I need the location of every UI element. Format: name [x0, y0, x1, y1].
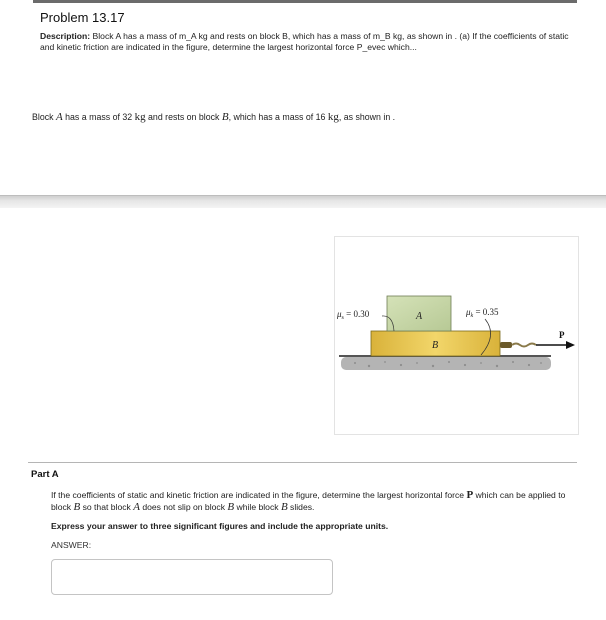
question-block-b: B [227, 501, 235, 513]
problem-description [40, 31, 570, 53]
label-block-a: A [415, 311, 423, 322]
description-text: Block A has a mass of m_A kg and rests on block B, which has a mass of m_B kg, as shown in . (a) If the coefficients of static and kinetic friction are indicated in the figure, determine the largest horizontal force P_evec which... [40, 31, 569, 52]
part-a-heading: Part A [31, 469, 59, 480]
problem-figure [334, 236, 579, 435]
question-block-b: B [280, 501, 288, 513]
label-block-b: B [431, 340, 439, 351]
intro-text: and rests on block [145, 112, 222, 122]
answer-instruction: Express your answer to three significant figures and include the appropriate units. [51, 521, 389, 531]
section-divider [0, 195, 606, 208]
top-border [33, 0, 577, 3]
blocks-diagram [335, 237, 578, 434]
question-block-a: A [133, 501, 140, 513]
ground-gravel [341, 357, 551, 370]
question-text: while block [234, 502, 281, 512]
rope-attachment [500, 342, 512, 348]
intro-block-a: A [55, 111, 63, 123]
force-arrow-head [566, 341, 575, 349]
label-force-p: P [559, 330, 565, 340]
question-text: does not slip on block [139, 502, 228, 512]
problem-intro [32, 111, 395, 123]
question-block-b: B [73, 501, 81, 513]
mu-k-label: $\mu_k = 0.35$ [466, 307, 499, 319]
mu-s-label: $\mu_s = 0.30$ [337, 309, 370, 321]
intro-unit: kg [327, 111, 339, 123]
answer-input[interactable] [51, 559, 333, 595]
intro-text: has a mass of 32 [62, 112, 135, 122]
question-text: slides. [287, 502, 315, 512]
question-text: which can be applied to block [51, 490, 566, 512]
part-a-separator [28, 462, 577, 463]
intro-text: , as shown in . [338, 112, 396, 122]
answer-label: ANSWER: [51, 540, 92, 550]
question-text: so that block [80, 502, 134, 512]
question-text: If the coefficients of static and kinetic friction are indicated in the figure, determine the largest horizontal force [51, 490, 467, 500]
rope [512, 344, 536, 347]
question-force-p: P [466, 489, 474, 501]
part-a-question [51, 489, 576, 513]
intro-text: , which has a mass of 16 [228, 112, 328, 122]
description-label: Description: [40, 31, 91, 41]
intro-unit: kg [134, 111, 146, 123]
intro-text: Block [32, 112, 56, 122]
intro-block-b: B [221, 111, 229, 123]
problem-title: Problem 13.17 [40, 10, 125, 25]
